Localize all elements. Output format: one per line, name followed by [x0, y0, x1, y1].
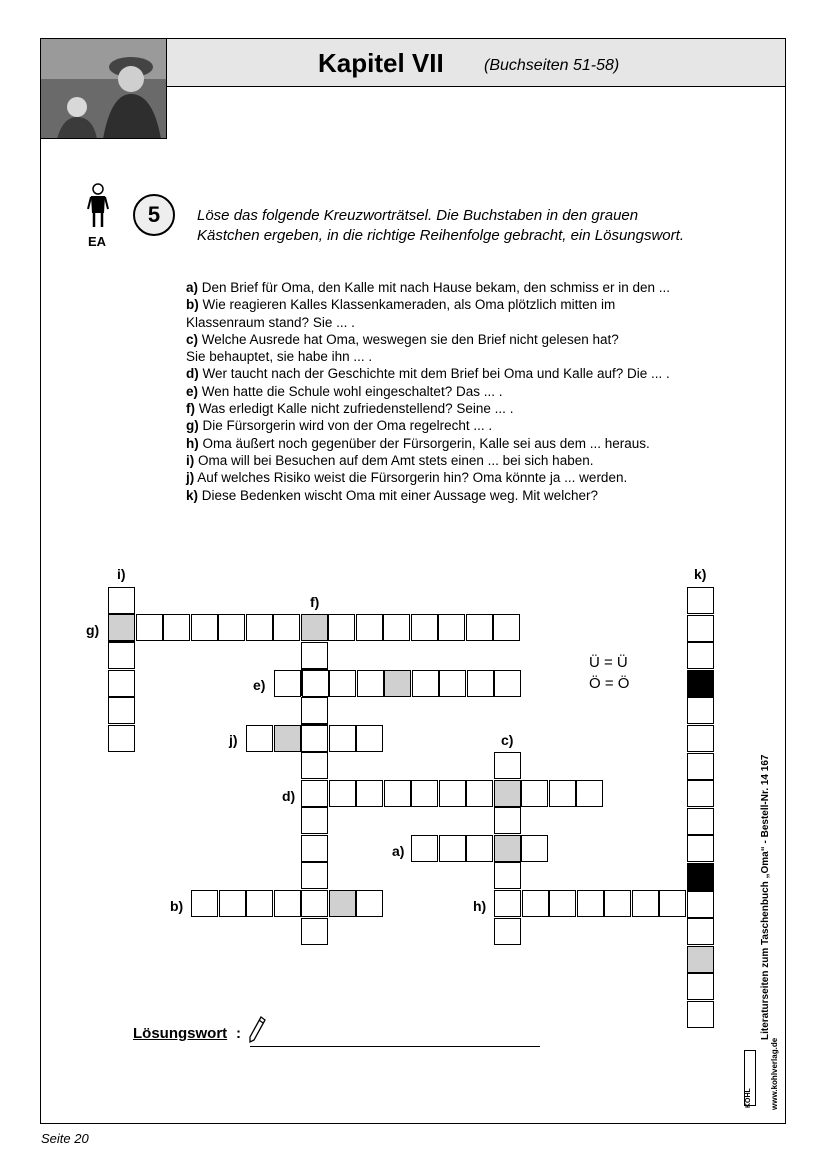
crossword-cell[interactable]	[301, 752, 328, 779]
person-icon	[86, 183, 110, 229]
question-label: g)	[186, 418, 199, 434]
crossword-solution-cell[interactable]	[329, 890, 356, 917]
title-bar	[167, 39, 785, 87]
crossword-solution-cell[interactable]	[687, 946, 714, 973]
umlaut-note-ue: Ü = Ü	[589, 654, 628, 671]
question-e: e) Wen hatte die Schule wohl eingeschaltet? Das ... .	[186, 383, 503, 399]
crossword-cell[interactable]	[687, 1001, 714, 1028]
crossword-cell[interactable]	[108, 725, 135, 752]
crossword-solution-cell[interactable]	[108, 614, 135, 641]
crossword-cell[interactable]	[274, 890, 301, 917]
crossword-cell[interactable]	[301, 890, 328, 917]
solution-answer-line[interactable]	[250, 1046, 540, 1047]
crossword-cell[interactable]	[438, 614, 465, 641]
crossword-cell[interactable]	[301, 642, 328, 669]
crossword-cell[interactable]	[301, 807, 328, 834]
crossword-cell[interactable]	[632, 890, 659, 917]
crossword-cell[interactable]	[191, 890, 218, 917]
crossword-cell[interactable]	[521, 835, 548, 862]
question-label: b)	[186, 297, 199, 313]
crossword-cell[interactable]	[329, 670, 356, 697]
crossword-cell[interactable]	[356, 614, 383, 641]
question-d: d) Wer taucht nach der Geschichte mit dem Brief bei Oma und Kalle auf? Die ... .	[186, 366, 670, 382]
crossword-cell[interactable]	[494, 862, 521, 889]
crossword-cell[interactable]	[493, 614, 520, 641]
clue-label-i: i)	[117, 566, 126, 582]
crossword-cell[interactable]	[687, 697, 714, 724]
crossword-cell[interactable]	[687, 725, 714, 752]
crossword-cell[interactable]	[301, 697, 328, 724]
task-instruction: Löse das folgende Kreuzworträtsel. Die Buchstaben in den grauen Kästchen ergeben, in die richtige Reihenfolge gebracht, ein Lösungswort.	[197, 207, 684, 244]
question-label: d)	[186, 366, 199, 382]
crossword-cell[interactable]	[687, 973, 714, 1000]
crossword-cell[interactable]	[687, 587, 714, 614]
crossword-cell[interactable]	[163, 614, 190, 641]
question-label: c)	[186, 331, 199, 347]
question-k: k) Diese Bedenken wischt Oma mit einer Aussage weg. Mit welcher?	[186, 487, 598, 503]
crossword-cell[interactable]	[494, 807, 521, 834]
crossword-cell[interactable]	[411, 614, 438, 641]
question-c: Sie behauptet, sie habe ihn ... .	[186, 349, 373, 365]
page-subtitle: (Buchseiten 51-58)	[484, 57, 620, 74]
question-label: a)	[186, 280, 199, 295]
crossword-cell[interactable]	[108, 642, 135, 669]
question-label: j)	[186, 470, 195, 486]
crossword-cell[interactable]	[687, 808, 714, 835]
crossword-solution-cell[interactable]	[384, 670, 411, 697]
crossword-cell[interactable]	[246, 890, 273, 917]
crossword-cell[interactable]	[576, 780, 603, 807]
page-title: Kapitel VII	[318, 48, 444, 78]
crossword-cell[interactable]	[549, 780, 576, 807]
crossword-cell[interactable]	[108, 587, 135, 614]
clue-label-f: f)	[310, 594, 320, 610]
crossword-cell[interactable]	[521, 780, 548, 807]
cover-photo	[41, 39, 167, 139]
question-c: c) Welche Ausrede hat Oma, weswegen sie den Brief nicht gelesen hat?	[186, 331, 619, 347]
clue-label-h: h)	[473, 898, 487, 914]
crossword-cell[interactable]	[412, 670, 439, 697]
clue-label-k: k)	[694, 566, 707, 582]
question-label: k)	[186, 487, 199, 503]
question-b: Klassenraum stand? Sie ... .	[186, 314, 355, 330]
question-i: i) Oma will bei Besuchen auf dem Amt stets einen ... bei sich haben.	[186, 452, 594, 468]
crossword-cell[interactable]	[522, 890, 549, 917]
crossword-cell[interactable]	[439, 780, 466, 807]
question-list	[186, 279, 766, 504]
crossword-cell[interactable]	[383, 614, 410, 641]
crossword-cell[interactable]	[411, 780, 438, 807]
crossword-cell[interactable]	[136, 614, 163, 641]
crossword-block	[687, 670, 714, 697]
question-label: f)	[186, 401, 195, 417]
crossword-cell[interactable]	[356, 725, 383, 752]
crossword-cell[interactable]	[494, 752, 521, 779]
crossword-cell[interactable]	[439, 835, 466, 862]
crossword-cell[interactable]	[274, 670, 301, 697]
crossword-cell[interactable]	[494, 670, 521, 697]
crossword-solution-cell[interactable]	[301, 614, 328, 641]
clue-label-j: j)	[229, 732, 238, 748]
question-b: b) Wie reagieren Kalles Klassenkameraden, als Oma plötzlich mitten im	[186, 297, 616, 313]
clue-label-e: e)	[253, 677, 266, 693]
publisher-url: www.kohlverlag.de	[770, 1037, 779, 1110]
clue-label-b: b)	[170, 898, 184, 914]
solution-colon: :	[236, 1025, 241, 1042]
crossword-cell[interactable]	[687, 615, 714, 642]
crossword-solution-cell[interactable]	[494, 835, 521, 862]
question-h: h) Oma äußert noch gegenüber der Fürsorgerin, Kalle sei aus dem ... heraus.	[186, 435, 650, 451]
umlaut-note-oe: Ö = Ö	[589, 675, 630, 692]
question-label: e)	[186, 383, 199, 399]
crossword-cell[interactable]	[246, 614, 273, 641]
question-label: i)	[186, 452, 195, 468]
publisher-logo-text: KOHL	[745, 1088, 752, 1108]
crossword-cell[interactable]	[218, 614, 245, 641]
crossword-cell[interactable]	[687, 891, 714, 918]
question-f: f) Was erledigt Kalle nicht zufriedenstellend? Seine ... .	[186, 401, 514, 417]
task-number: 5	[133, 194, 175, 236]
crossword-cell[interactable]	[328, 614, 355, 641]
crossword-cell[interactable]	[467, 670, 494, 697]
crossword-cell[interactable]	[191, 614, 218, 641]
crossword-cell[interactable]	[466, 835, 493, 862]
crossword-solution-cell[interactable]	[494, 780, 521, 807]
solution-label: Lösungswort	[133, 1025, 228, 1042]
crossword-cell[interactable]	[494, 890, 521, 917]
question-label: h)	[186, 435, 199, 451]
clue-label-g: g)	[86, 622, 100, 638]
crossword-cell[interactable]	[329, 725, 356, 752]
question-g: g) Die Fürsorgerin wird von der Oma regelrecht ... .	[186, 418, 493, 434]
question-a: a) Den Brief für Oma, den Kalle mit nach Hause bekam, den schmiss er in den ...	[186, 280, 670, 295]
crossword-cell[interactable]	[687, 918, 714, 945]
crossword-cell[interactable]	[494, 918, 521, 945]
clue-label-d: d)	[282, 788, 296, 804]
crossword-cell[interactable]	[357, 670, 384, 697]
pencil-icon	[248, 1016, 266, 1044]
crossword-cell[interactable]	[577, 890, 604, 917]
crossword-cell[interactable]	[273, 614, 300, 641]
crossword-cell[interactable]	[301, 780, 328, 807]
crossword-solution-cell[interactable]	[274, 725, 301, 752]
crossword-cell[interactable]	[301, 835, 328, 862]
crossword-cell[interactable]	[687, 835, 714, 862]
crossword-cell[interactable]	[108, 670, 135, 697]
crossword-cell[interactable]	[687, 780, 714, 807]
crossword-cell[interactable]	[329, 780, 356, 807]
crossword-cell[interactable]	[466, 780, 493, 807]
clue-label-a: a)	[392, 843, 405, 859]
crossword-cell[interactable]	[302, 670, 329, 697]
crossword-cell[interactable]	[356, 890, 383, 917]
crossword-cell[interactable]	[439, 670, 466, 697]
ea-label: EA	[88, 234, 107, 249]
crossword-cell[interactable]	[301, 725, 328, 752]
crossword-cell[interactable]	[301, 862, 328, 889]
crossword-cell[interactable]	[659, 890, 686, 917]
crossword-cell[interactable]	[466, 614, 493, 641]
crossword-cell[interactable]	[411, 835, 438, 862]
crossword-cell[interactable]	[301, 918, 328, 945]
sidebar-text: Literaturseiten zum Taschenbuch „Oma“ - Bestell-Nr. 14 167	[760, 754, 771, 1040]
crossword-cell[interactable]	[687, 753, 714, 780]
page-number: Seite 20	[41, 1131, 89, 1146]
crossword-cell[interactable]	[384, 780, 411, 807]
crossword-cell[interactable]	[356, 780, 383, 807]
crossword-cell[interactable]	[219, 890, 246, 917]
clue-label-c: c)	[501, 732, 514, 748]
crossword-cell[interactable]	[108, 697, 135, 724]
crossword-cell[interactable]	[687, 642, 714, 669]
crossword-cell[interactable]	[604, 890, 631, 917]
crossword-cell[interactable]	[246, 725, 273, 752]
crossword-cell[interactable]	[549, 890, 576, 917]
crossword-block	[687, 863, 714, 890]
question-j: j) Auf welches Risiko weist die Fürsorgerin hin? Oma könnte ja ... werden.	[186, 470, 628, 486]
